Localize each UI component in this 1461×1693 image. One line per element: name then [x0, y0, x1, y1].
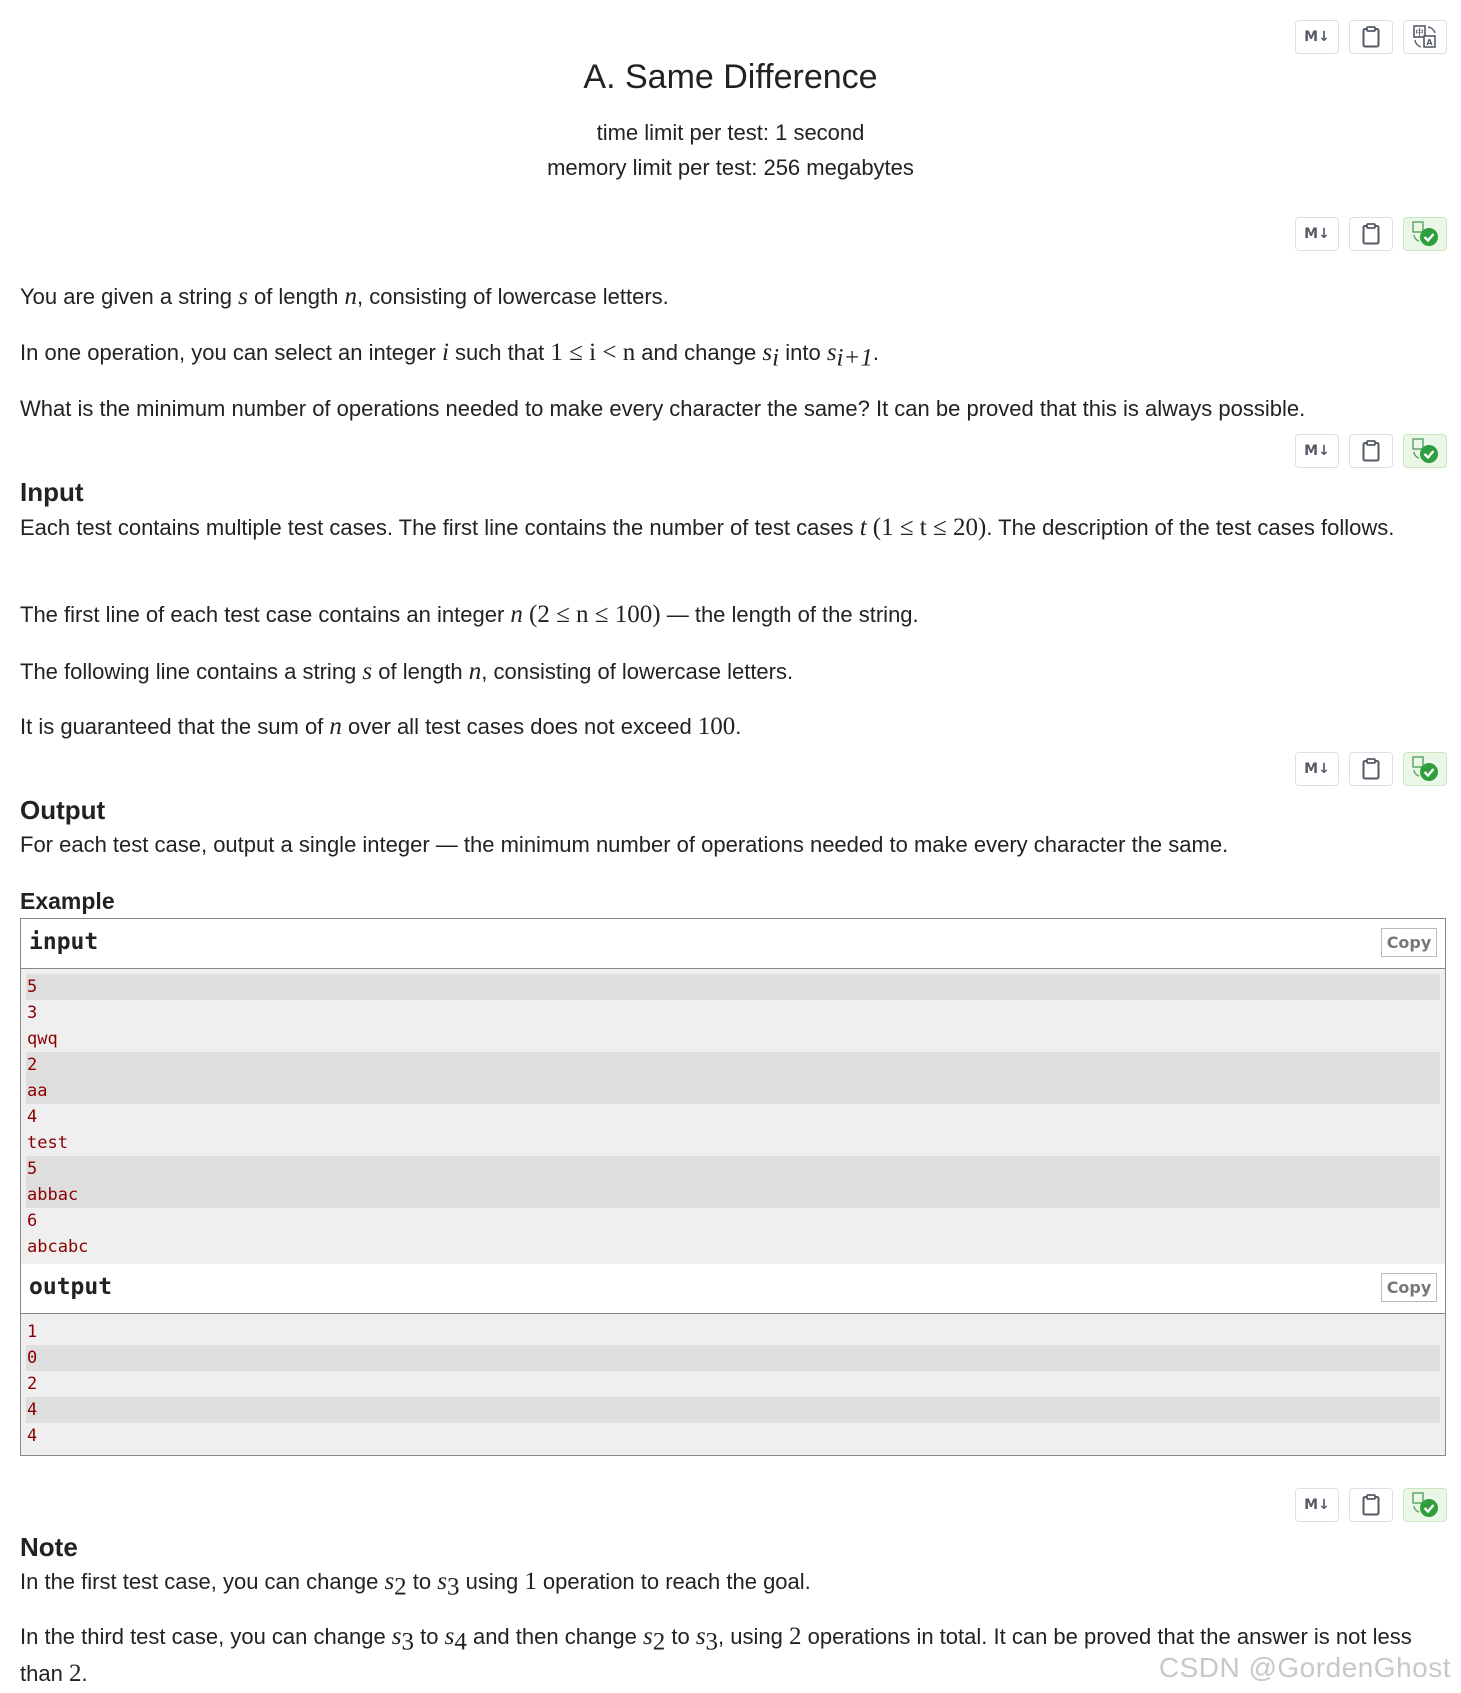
- markdown-icon: M↓: [1304, 29, 1330, 45]
- sample-line: 4: [26, 1397, 1440, 1423]
- markdown-icon: M↓: [1304, 226, 1330, 242]
- problem-title: A. Same Difference: [583, 58, 878, 96]
- markdown-icon: M↓: [1304, 443, 1330, 459]
- output-toolbar: [1295, 752, 1447, 786]
- sample-output-box: [20, 1264, 1446, 1456]
- output-paragraph-1: For each test case, output a single integer — the minimum number of operations needed to make every character the same.: [20, 832, 1229, 857]
- sample-line: 3: [27, 1003, 38, 1023]
- sample-output-header: [21, 1264, 1445, 1314]
- sample-line: 5: [26, 974, 1440, 1000]
- markdown-icon: M↓: [1304, 761, 1330, 777]
- clipboard-icon: [1362, 440, 1380, 462]
- translated-button[interactable]: [1403, 217, 1447, 251]
- input-paragraph-2: The first line of each test case contains an integer n (2 ≤ n ≤ 100) — the length of the string.: [20, 601, 919, 628]
- markdown-button[interactable]: [1295, 434, 1339, 468]
- clipboard-icon: [1362, 223, 1380, 245]
- translated-check-icon: [1410, 755, 1440, 783]
- clipboard-icon: [1362, 758, 1380, 780]
- statement-paragraph-2: In one operation, you can select an integer i such that 1 ≤ i < n and change $s_i$ into $s_{i+1}$.: [20, 339, 879, 372]
- sample-line: 2: [27, 1374, 38, 1394]
- translated-button[interactable]: [1403, 752, 1447, 786]
- note-paragraph-2: In the third test case, you can change $s_3$ to $s_4$ and then change $s_2$ to $s_3$, using 2 operations in total. It can be proved that the answer is not less than 2.: [20, 1623, 1412, 1688]
- markdown-button[interactable]: [1295, 752, 1339, 786]
- statement-paragraph-1: You are given a string s of length n, consisting of lowercase letters.: [20, 283, 669, 310]
- sample-line: qwq: [27, 1029, 58, 1049]
- copy-output-button[interactable]: Copy: [1381, 1273, 1437, 1302]
- watermark: CSDN @GordenGhost: [1158, 1652, 1451, 1683]
- copy-statement-button[interactable]: [1349, 20, 1393, 54]
- sample-line: 4: [27, 1107, 38, 1127]
- clipboard-icon: [1362, 26, 1380, 48]
- clipboard-icon: [1362, 1494, 1380, 1516]
- output-heading: Output: [20, 795, 106, 825]
- copy-section-button[interactable]: [1349, 217, 1393, 251]
- memory-limit: memory limit per test: 256 megabytes: [547, 155, 914, 180]
- sample-line: aa: [26, 1078, 1440, 1104]
- sample-output-title: output: [29, 1274, 113, 1300]
- translated-check-icon: [1410, 1491, 1440, 1519]
- sample-line: abcabc: [27, 1237, 89, 1257]
- svg-text:中: 中: [1415, 28, 1424, 37]
- input-paragraph-3: The following line contains a string s of length n, consisting of lowercase letters.: [20, 658, 794, 685]
- time-limit: time limit per test: 1 second: [596, 120, 865, 145]
- markdown-button[interactable]: [1295, 1488, 1339, 1522]
- svg-text:A: A: [1426, 38, 1433, 47]
- translated-check-icon: [1410, 437, 1440, 465]
- translated-button[interactable]: [1403, 434, 1447, 468]
- markdown-button[interactable]: [1295, 217, 1339, 251]
- input-heading: Input: [20, 477, 84, 507]
- copy-section-button[interactable]: [1349, 1488, 1393, 1522]
- note-paragraph-1: In the first test case, you can change $s_2$ to $s_3$ using 1 operation to reach the goal.: [20, 1568, 811, 1601]
- input-toolbar: [1295, 434, 1447, 468]
- sample-line: 4: [27, 1426, 38, 1446]
- header-toolbar: [1295, 20, 1447, 54]
- statement-toolbar: [1295, 217, 1447, 251]
- sample-input-header: [21, 919, 1445, 969]
- input-paragraph-4: It is guaranteed that the sum of n over all test cases does not exceed 100.: [20, 713, 742, 740]
- sample-line: abbac: [26, 1182, 1440, 1208]
- translate-icon: [1412, 24, 1438, 50]
- sample-line: 5: [26, 1156, 1440, 1182]
- sample-input-box: [20, 918, 1446, 1267]
- sample-input-title: input: [29, 929, 99, 955]
- copy-section-button[interactable]: [1349, 752, 1393, 786]
- statement-paragraph-3: What is the minimum number of operations needed to make every character the same? It can be proved that this is always possible.: [20, 396, 1306, 421]
- copy-input-button[interactable]: Copy: [1381, 928, 1437, 957]
- markdown-icon: M↓: [1304, 1497, 1330, 1513]
- translated-check-icon: [1410, 220, 1440, 248]
- sample-input-content[interactable]: [21, 969, 1445, 1266]
- input-paragraph-1: Each test contains multiple test cases. The first line contains the number of test cases t (1 ≤ t ≤ 20). The description of the test cases follows.: [20, 514, 1395, 541]
- note-heading: Note: [20, 1532, 78, 1562]
- translated-button[interactable]: [1403, 1488, 1447, 1522]
- sample-output-content[interactable]: [21, 1314, 1445, 1455]
- note-toolbar: [1295, 1488, 1447, 1522]
- sample-line: test: [27, 1133, 68, 1153]
- sample-line: 0: [26, 1345, 1440, 1371]
- sample-line: 2: [26, 1052, 1440, 1078]
- copy-section-button[interactable]: [1349, 434, 1393, 468]
- sample-line: 6: [27, 1211, 38, 1231]
- markdown-button[interactable]: [1295, 20, 1339, 54]
- sample-line: 1: [27, 1322, 38, 1342]
- translate-button[interactable]: [1403, 20, 1447, 54]
- example-heading: Example: [20, 888, 115, 914]
